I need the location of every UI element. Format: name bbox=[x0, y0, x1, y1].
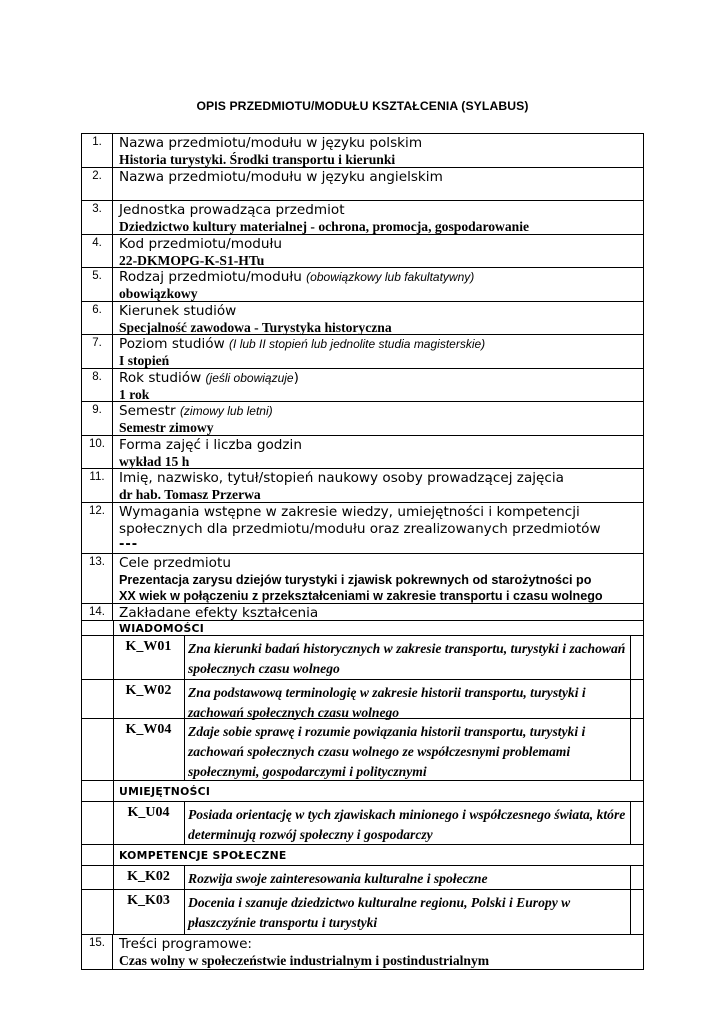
table-row bbox=[81, 369, 644, 402]
table-row bbox=[81, 302, 644, 335]
effect-code: K_K02 bbox=[113, 866, 185, 889]
row-label: Rok studiów bbox=[119, 370, 202, 386]
row-value: Prezentacja zarysu dziejów turystyki i zjawisk pokrewnych od starożytności po bbox=[119, 573, 592, 587]
row-value: Dziedzictwo kultury materialnej - ochrona, promocja, gospodarowanie bbox=[119, 219, 530, 234]
table-row bbox=[81, 935, 644, 970]
effect-code: K_W01 bbox=[113, 636, 185, 679]
row-number: 13. bbox=[82, 554, 113, 603]
row-number: 2. bbox=[82, 168, 113, 200]
effect-row bbox=[81, 636, 644, 680]
row-number: 4. bbox=[82, 235, 113, 267]
row-number: 6. bbox=[82, 302, 113, 334]
table-row bbox=[81, 503, 644, 554]
row-number: 5. bbox=[82, 268, 113, 301]
effect-description: Posiada orientację w tych zjawiskach minionego i współczesnego świata, które determinują rozwój społeczny i gospodarczy bbox=[188, 807, 626, 842]
row-value: obowiązkowy bbox=[119, 286, 198, 301]
effect-description: Zdaje sobie sprawę i rozumie powiązania historii transportu, turystyki i zachowań społecznych czasu wolnego ze współczesnymi problemami społecznymi, gospodarczymi i politycznymi bbox=[188, 724, 586, 779]
row-value: wykład 15 h bbox=[119, 454, 190, 469]
row-value: Czas wolny w społeczeństwie industrialnym i postindustrialnym bbox=[119, 953, 490, 968]
row-value: I stopień bbox=[119, 353, 170, 368]
row-label-line2: społecznych dla przedmiotu/modułu oraz zrealizowanych przedmiotów bbox=[119, 521, 601, 537]
effect-row bbox=[81, 802, 644, 845]
row-hint: (I lub II stopień lub jednolite studia magisterskie) bbox=[229, 337, 486, 351]
page-title: OPIS PRZEDMIOTU/MODUŁU KSZTAŁCENIA (SYLABUS) bbox=[196, 99, 529, 113]
row-value: --- bbox=[119, 537, 139, 552]
effects-section-header bbox=[81, 845, 644, 866]
row-label: Nazwa przedmiotu/modułu w języku polskim bbox=[119, 135, 423, 151]
section-heading: WIADOMOŚCI bbox=[119, 622, 205, 635]
row-label: Poziom studiów bbox=[119, 336, 225, 352]
row-hint: (zimowy lub letni) bbox=[179, 404, 273, 418]
row-label: Zakładane efekty kształcenia bbox=[119, 605, 319, 621]
table-row bbox=[81, 335, 644, 369]
row-number: 15. bbox=[82, 935, 113, 969]
row-label: Imię, nazwisko, tytuł/stopień naukowy osoby prowadzącej zajęcia bbox=[119, 470, 564, 486]
row-number: 14. bbox=[82, 604, 113, 620]
effect-description: Zna podstawową terminologię w zakresie historii transportu, turystyki i zachowań społecznych czasu wolnego bbox=[188, 685, 586, 720]
table-row bbox=[81, 134, 644, 168]
row-value: 1 rok bbox=[119, 387, 150, 402]
table-row bbox=[81, 235, 644, 268]
row-label: Rodzaj przedmiotu/modułu bbox=[119, 269, 302, 285]
table-row bbox=[81, 402, 644, 436]
row-label: Wymagania wstępne w zakresie wiedzy, umiejętności i kompetencji bbox=[119, 504, 580, 520]
row-number: 11. bbox=[82, 469, 113, 502]
effect-description: Docenia i szanuje dziedzictwo kulturalne regionu, Polski i Europy w płaszczyźnie transportu i turystyki bbox=[188, 895, 571, 930]
row-hint: (obowiązkowy lub fakultatywny) bbox=[306, 270, 475, 284]
effect-code: K_W02 bbox=[113, 680, 185, 718]
row-label: Forma zajęć i liczba godzin bbox=[119, 437, 302, 453]
table-row bbox=[81, 604, 644, 621]
row-number: 9. bbox=[82, 402, 113, 435]
syllabus-table bbox=[81, 133, 644, 970]
row-value: Historia turystyki. Środki transportu i kierunki bbox=[119, 152, 396, 167]
row-number: 8. bbox=[82, 369, 113, 401]
row-value: Specjalność zawodowa - Turystyka historyczna bbox=[119, 320, 392, 335]
table-row bbox=[81, 436, 644, 469]
row-value-line2: XX wiek w połączeniu z przekształceniami w zakresie transportu i czasu wolnego bbox=[119, 589, 603, 603]
table-row bbox=[81, 168, 644, 201]
row-value: dr hab. Tomasz Przerwa bbox=[119, 487, 261, 502]
row-label: Jednostka prowadząca przedmiot bbox=[119, 202, 345, 218]
row-number: 10. bbox=[82, 436, 113, 468]
effect-code: K_U04 bbox=[113, 802, 185, 844]
effect-code: K_W04 bbox=[113, 719, 185, 780]
row-label: Cele przedmiotu bbox=[119, 555, 231, 571]
row-label: Kod przedmiotu/modułu bbox=[119, 236, 282, 252]
row-label: Nazwa przedmiotu/modułu w języku angielskim bbox=[119, 169, 443, 185]
table-row bbox=[81, 268, 644, 302]
row-number: 7. bbox=[82, 335, 113, 368]
effects-section-header bbox=[81, 621, 644, 636]
row-number: 1. bbox=[82, 134, 113, 167]
row-value: Semestr zimowy bbox=[119, 420, 214, 435]
table-row bbox=[81, 201, 644, 235]
row-label: Treści programowe: bbox=[119, 936, 253, 952]
row-hint-close: ) bbox=[293, 370, 299, 386]
effect-description: Zna kierunki badań historycznych w zakresie transportu, turystyki i zachowań społecznych czasu wolnego bbox=[188, 641, 626, 676]
effect-row bbox=[81, 866, 644, 890]
row-hint: (jeśli obowiązuje bbox=[205, 371, 294, 385]
row-label: Kierunek studiów bbox=[119, 303, 237, 319]
table-row bbox=[81, 469, 644, 503]
table-row bbox=[81, 554, 644, 604]
row-number: 3. bbox=[82, 201, 113, 234]
row-value: 22-DKMOPG-K-S1-HTu bbox=[119, 253, 265, 268]
effect-code: K_K03 bbox=[113, 890, 185, 934]
section-heading: UMIEJĘTNOŚCI bbox=[119, 785, 211, 798]
effect-row bbox=[81, 890, 644, 935]
effects-section-header bbox=[81, 781, 644, 802]
row-number: 12. bbox=[82, 503, 113, 553]
effect-row bbox=[81, 719, 644, 781]
section-heading: KOMPETENCJE SPOŁECZNE bbox=[119, 849, 287, 862]
row-label: Semestr bbox=[119, 403, 176, 419]
effect-description: Rozwija swoje zainteresowania kulturalne i społeczne bbox=[188, 871, 488, 886]
effect-row bbox=[81, 680, 644, 719]
